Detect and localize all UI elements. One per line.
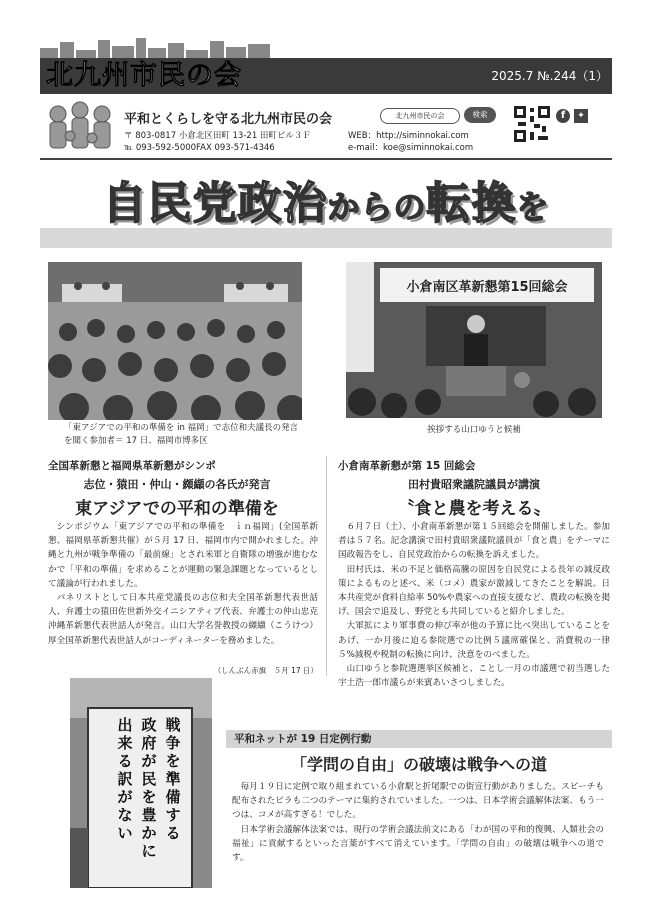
qr-code-icon[interactable] [512,104,552,144]
source-note: （しんぶん赤旗 ５月 17 日） [213,666,318,675]
article-body [338,520,610,690]
svg-text:が: が [141,752,157,770]
svg-text:出: 出 [117,716,133,734]
issue-number: 2025.7 №.244（1） [491,69,608,83]
headline-part: からの [327,188,427,226]
svg-text:豊: 豊 [141,806,157,824]
article-subhead: 田村貴昭衆議院議員が講演 [408,478,540,491]
svg-text:争: 争 [165,734,181,752]
article-headline: 〝食と農を考える〟 [397,499,551,519]
header-divider [40,158,612,160]
svg-text:が: が [117,788,133,806]
web-contact [348,130,473,154]
email-link[interactable]: e-mail：koe@siminnokai.com [348,143,474,153]
svg-text:備: 備 [165,788,181,806]
svg-text:な: な [117,806,133,824]
organization-tagline: 平和とくらしを守る北九州市民の会 [124,112,333,127]
paragraph: 田村氏は、米の不足と価格高騰の原因を自民党による長年の減反政策によるものと述べ、米（コメ）農家が激減してきたことを解説。日本共産党が食料自給率 50%や農家への直接支援など、農政の転換を掲げ、国会で追及し、野党とも共同していると紹介しました。 [338,564,610,618]
symposium-photo [48,262,302,420]
headline-part: 自民党政治 [102,178,328,229]
article-kicker: 平和ネットが 19 日定例行動 [234,733,372,745]
protest-sign-photo [70,678,212,888]
svg-text:準: 準 [165,770,181,788]
article-kicker: 全国革新懇と福岡県革新懇がシンポ [48,460,216,472]
family-illustration [44,100,118,158]
address-line: 〒 803-0817 小倉北区田町 13-21 田町ビル３Ｆ [124,131,311,141]
paragraph: 日本学術会議解体法案では、現行の学術会議法前文にある「わが国の平和的復興、人類社会の福祉」に貢献するといった言葉がすべて消えています。「学問の自由」の破壊は戦争への道です。 [232,824,604,864]
svg-text:政: 政 [141,716,157,734]
svg-text:を: を [141,788,157,806]
svg-text:る: る [117,752,133,770]
paragraph: シンポジウム「東アジアでの平和の準備を ｉｎ福岡」(全国革新懇、福岡県革新懇共催）が５月 17 日、福岡市内で開かれました。沖縄と九州が戦争準備の「最前線」とされ米軍と自衛隊の増強が進むなかで「平和の準備」を求めることが運動の緊急課題となっているとして議論が行われました。 [48,522,318,589]
headline-part: 転換 [426,178,517,229]
svg-text:訳: 訳 [117,770,133,788]
svg-text:い: い [117,824,133,842]
photo-caption: 挨拶する山口ゆうと候補 [427,425,521,435]
paragraph: ６月７日（土）、小倉南革新懇が第１５回総会を開催しました。参加者は５７名。記念講演で田村貴昭衆議院議員が「食と農」をテーマに国政報告をし、自民党政治からの転換を訴えました。 [338,522,610,561]
svg-text:に: に [141,842,157,860]
paragraph: 大軍拡により軍事費の伸び率が他の予算に比べ突出していることをあげ、一か月後に迫る参院選での比例５議席確保と、消費税の一律５%減税や税制の転換に向け、決意をのべました。 [338,621,610,660]
search-input[interactable]: 北九州市民の会 [380,108,460,124]
facebook-icon[interactable]: f [556,109,570,123]
general-meeting-photo [346,262,602,418]
article-subhead: 志位・猿田・仲山・纐纈の各氏が発言 [83,478,271,491]
svg-text:来: 来 [117,734,133,752]
meeting-banner: 小倉南区革新懇第15回総会 [406,280,568,295]
svg-text:か: か [141,824,157,842]
paragraph: パネリストとして日本共産党議長の志位和夫全国革新懇代表世話人、弁護士の猿田佐世新外交イニシアティブ代表、弁護士の仲山忠克沖縄革新懇代表世話人が発言。山口大学名誉教授の纐纈（こうけつ）厚全国革新懇代表世話人がコーディネーターを務めました。 [48,593,318,646]
article-body [48,520,318,648]
svg-text:戦: 戦 [165,716,181,734]
svg-text:る: る [165,824,181,842]
headline-part: を [516,188,550,226]
article-kicker: 小倉南革新懇が第 15 回総会 [338,460,476,472]
article-headline: 東アジアでの平和の準備を [75,499,279,519]
paragraph: 毎月１９日に定例で取り組まれている小倉駅と折尾駅での街宣行動がありました。スピーチも配布されたビラも二つのテーマに集約されていました。一つは、日本学術会議解体法案、もう一つは、コメが高すぎる！でした。 [232,782,604,821]
twitter-icon[interactable]: ✦ [574,109,588,123]
main-headline [40,172,612,239]
newsletter-title: 北九州市民の会 [46,60,242,91]
photo-caption: 「東アジアでの平和の準備を in 福岡」で志位和夫議長の発言を聞く参加者＝ 17 日、福岡市博多区 [64,423,299,446]
skyline-illustration [40,38,270,60]
search-button[interactable]: 検索 [464,107,496,123]
contact-address [124,130,311,154]
svg-text:す: す [165,806,181,824]
article-body [232,780,604,865]
svg-text:を: を [165,752,181,770]
article-headline: 「学問の自由」の破壊は戦争への道 [290,755,547,774]
phone-fax-line: ℡ 093-592-5000FAX 093-571-4346 [124,143,275,153]
svg-text:民: 民 [141,770,157,788]
svg-text:府: 府 [141,734,157,752]
website-link[interactable]: WEB：http://siminnokai.com [348,131,469,141]
paragraph: 山口ゆうと参院選選挙区候補と、ことし一月の市議選で初当選した宇土浩一郎市議らが来賓あいさつしました。 [338,664,610,689]
column-divider [326,456,327,676]
